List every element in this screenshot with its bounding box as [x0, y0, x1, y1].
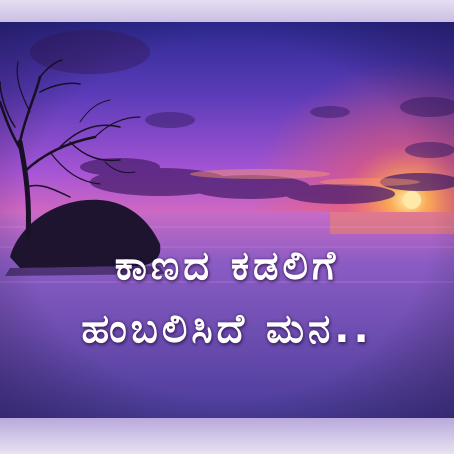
bottom-border	[0, 418, 454, 454]
sunset-photo	[0, 22, 454, 418]
caption-line-2: ಹಂಬಲಿಸಿದೆ ಮನ..	[81, 306, 373, 352]
top-border	[0, 0, 454, 22]
caption-line-1: ಕಾಣದ ಕಡಲಿಗೆ	[114, 243, 340, 289]
sunset-scene	[0, 22, 454, 418]
